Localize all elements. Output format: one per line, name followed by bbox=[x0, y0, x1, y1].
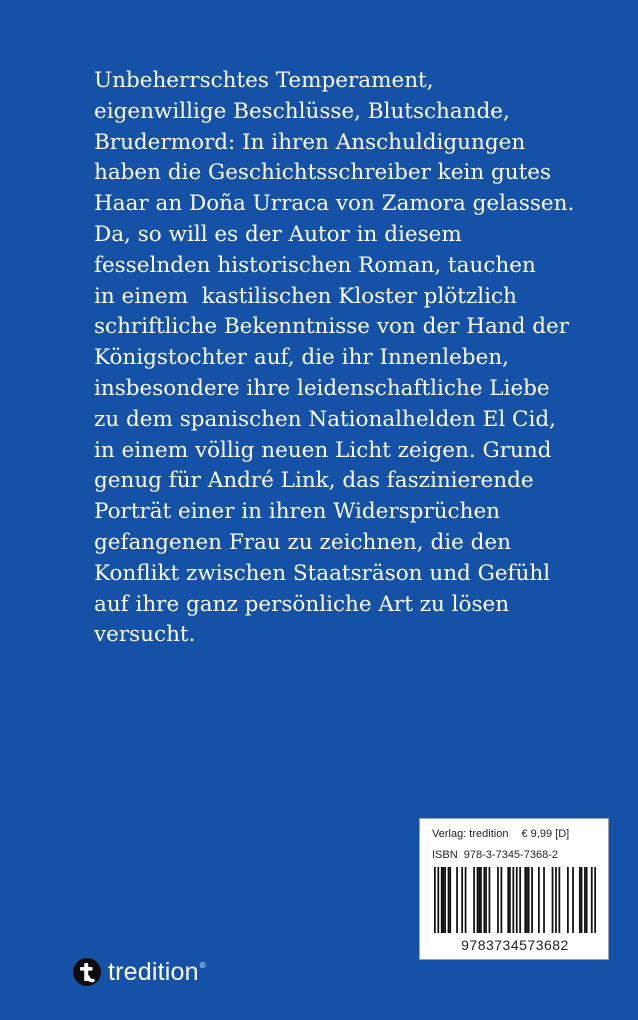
barcode-bar bbox=[448, 867, 450, 933]
barcode-bar bbox=[572, 867, 574, 933]
barcode-bar bbox=[461, 867, 463, 933]
blurb-line: insbesondere ihre leidenschaftliche Liebe bbox=[94, 375, 550, 401]
blurb-line: Konflikt zwischen Staatsräson und Gefühl bbox=[94, 560, 551, 586]
barcode-bar bbox=[434, 867, 436, 933]
publisher-line: Verlag: tredition bbox=[432, 828, 509, 840]
barcode-bar bbox=[485, 867, 487, 933]
barcode-digits: 9783734573682 bbox=[461, 937, 569, 953]
blurb-line: genug für André Link, das faszinierende bbox=[94, 468, 534, 494]
blurb-line: fesselnden historischen Roman, tauchen bbox=[94, 252, 536, 278]
barcode-bar bbox=[594, 867, 596, 933]
barcode-bar bbox=[465, 867, 467, 933]
tredition-logo-icon bbox=[72, 957, 102, 987]
barcode-bar bbox=[519, 867, 521, 933]
blurb-text bbox=[94, 66, 614, 651]
barcode-bar bbox=[449, 867, 451, 933]
blurb-line: schriftliche Bekenntnisse von der Hand der bbox=[94, 314, 569, 340]
barcode-bar bbox=[555, 867, 557, 933]
barcode-bar bbox=[489, 867, 491, 933]
publisher-price-row bbox=[432, 828, 569, 840]
barcode-bar bbox=[584, 867, 586, 933]
barcode-bar bbox=[526, 867, 528, 933]
price-label: € 9,99 [D] bbox=[521, 828, 570, 840]
barcode-bar bbox=[501, 867, 503, 933]
trademark-symbol: ® bbox=[199, 960, 206, 970]
isbn-label: ISBN 978-3-7345-7368-2 bbox=[432, 849, 558, 861]
barcode-bar bbox=[483, 867, 485, 933]
blurb-line: Porträt einer in ihren Widersprüchen bbox=[94, 499, 501, 525]
barcode-bar bbox=[478, 867, 480, 933]
barcode-bar bbox=[579, 867, 581, 933]
blurb-line: Haar an Doña Urraca von Zamora gelassen. bbox=[94, 191, 575, 217]
barcode-bar bbox=[591, 867, 593, 933]
barcode-bar bbox=[581, 867, 583, 933]
blurb-line: in einem völlig neuen Licht zeigen. Grund bbox=[94, 437, 552, 463]
barcode-bar bbox=[567, 867, 569, 933]
barcode-bar bbox=[480, 867, 482, 933]
barcode-bars bbox=[434, 867, 596, 933]
barcode-bar bbox=[558, 867, 560, 933]
blurb-line: gefangenen Frau zu zeichnen, die den bbox=[94, 529, 511, 555]
barcode-bar bbox=[441, 867, 443, 933]
barcode-bar bbox=[507, 867, 509, 933]
blurb-line: in einem kastilischen Kloster plötzlich bbox=[94, 283, 517, 309]
blurb-line: Unbeherrschtes Temperament, bbox=[94, 68, 434, 93]
barcode-bar bbox=[586, 867, 588, 933]
barcode-bar bbox=[497, 867, 499, 933]
barcode-bar bbox=[509, 867, 511, 933]
barcode-bar bbox=[538, 867, 540, 933]
barcode-bar bbox=[516, 867, 518, 933]
blurb-line: Königstochter auf, die ihr Innenleben, bbox=[94, 345, 509, 371]
blurb-line: haben die Geschichtsschreiber kein gutes bbox=[94, 160, 552, 186]
barcode-bar bbox=[443, 867, 445, 933]
barcode-bar bbox=[531, 867, 533, 933]
publisher-logo bbox=[72, 956, 206, 988]
blurb-line: Brudermord: In ihren Anschuldigungen bbox=[94, 129, 526, 155]
barcode-bar bbox=[444, 867, 446, 933]
blurb-line: Da, so will es der Autor in diesem bbox=[94, 221, 462, 247]
barcode-bar bbox=[528, 867, 530, 933]
barcode-bar bbox=[437, 867, 439, 933]
barcode-bar bbox=[552, 867, 554, 933]
barcode-bar bbox=[473, 867, 475, 933]
barcode-bar bbox=[524, 867, 526, 933]
blurb-line: zu dem spanischen Nationalhelden El Cid, bbox=[94, 406, 556, 432]
barcode-bar bbox=[512, 867, 514, 933]
isbn-barcode-label bbox=[419, 818, 609, 960]
blurb-line: auf ihre ganz persönliche Art zu lösen bbox=[94, 591, 510, 617]
barcode-bar bbox=[456, 867, 458, 933]
blurb-line: versucht. bbox=[94, 622, 196, 648]
barcode-bar bbox=[477, 867, 479, 933]
publisher-name: tredition bbox=[108, 957, 199, 986]
blurb-line: eigenwillige Beschlüsse, Blutschande, bbox=[94, 98, 510, 124]
barcode-bar bbox=[543, 867, 545, 933]
